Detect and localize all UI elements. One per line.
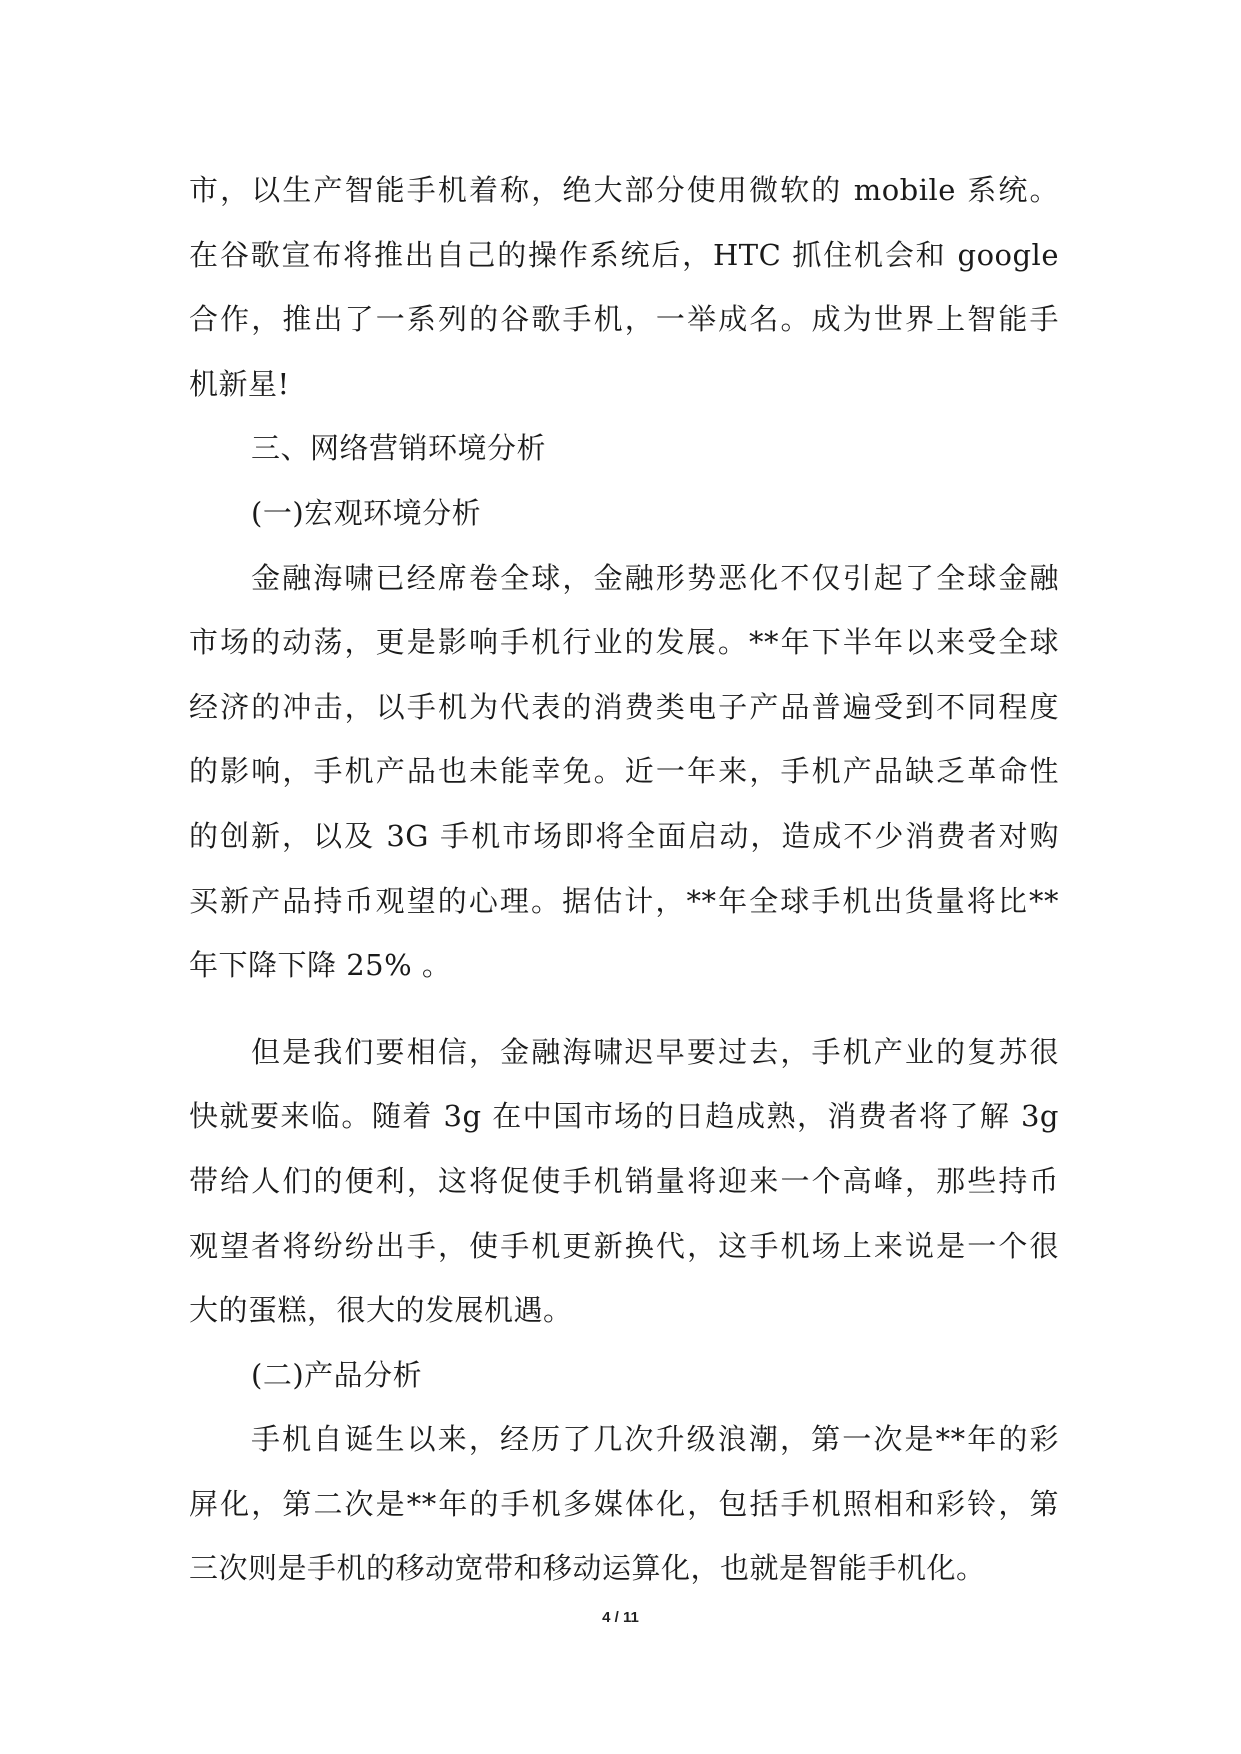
- text-line: 市，以生产智能手机着称，绝大部分使用微软的 mobile 系统。: [189, 173, 1059, 207]
- paragraph: [189, 1020, 1059, 1343]
- text-line: 三次则是手机的移动宽带和移动运算化，也就是智能手机化。: [189, 1551, 986, 1586]
- text-line: 的影响，手机产品也未能幸免。近一年来，手机产品缺乏革命性: [189, 754, 1059, 789]
- text-line: 经济的冲击，以手机为代表的消费类电子产品普遍受到不同程度: [189, 689, 1059, 724]
- text-line: 屏化，第二次是**年的手机多媒体化，包括手机照相和彩铃，第: [189, 1486, 1059, 1521]
- document-body: [189, 158, 1059, 1601]
- page-number: 4 / 11: [602, 1609, 639, 1626]
- text-line: 大的蛋糕，很大的发展机遇。: [189, 1293, 573, 1328]
- paragraph-gap: [189, 998, 1059, 1020]
- text-line: 年下降下降 25% 。: [189, 948, 452, 983]
- paragraph: [189, 158, 1059, 416]
- paragraph: [189, 546, 1059, 998]
- text-line: 在谷歌宣布将推出自己的操作系统后，HTC 抓住机会和 google: [189, 237, 1059, 272]
- text-line: 买新产品持币观望的心理。据估计，**年全球手机出货量将比**: [189, 883, 1059, 918]
- text-line: 观望者将纷纷出手，使手机更新换代，这手机场上来说是一个很: [189, 1228, 1059, 1263]
- text-line: 的创新，以及 3G 手机市场即将全面启动，造成不少消费者对购: [189, 818, 1059, 853]
- heading-text: 三、网络营销环境分析: [251, 431, 547, 466]
- heading-text: (一)宏观环境分析: [251, 495, 482, 530]
- text-line: 机新星!: [189, 366, 290, 401]
- subsection-heading: [189, 481, 1059, 546]
- text-line: 带给人们的便利，这将促使手机销量将迎来一个高峰，那些持币: [189, 1163, 1059, 1198]
- heading-text: (二)产品分析: [251, 1357, 423, 1392]
- subsection-heading: [189, 1343, 1059, 1408]
- text-line: 快就要来临。随着 3g 在中国市场的日趋成熟，消费者将了解 3g: [189, 1099, 1059, 1134]
- text-line: 金融海啸已经席卷全球，金融形势恶化不仅引起了全球金融: [251, 560, 1059, 595]
- paragraph: [189, 1407, 1059, 1601]
- text-line: 合作，推出了一系列的谷歌手机，一举成名。成为世界上智能手: [189, 302, 1059, 337]
- text-line: 但是我们要相信，金融海啸迟早要过去，手机产业的复苏很: [251, 1034, 1059, 1069]
- section-heading: [189, 416, 1059, 481]
- text-line: 市场的动荡，更是影响手机行业的发展。**年下半年以来受全球: [189, 625, 1059, 660]
- text-line: 手机自诞生以来，经历了几次升级浪潮，第一次是**年的彩: [251, 1422, 1059, 1457]
